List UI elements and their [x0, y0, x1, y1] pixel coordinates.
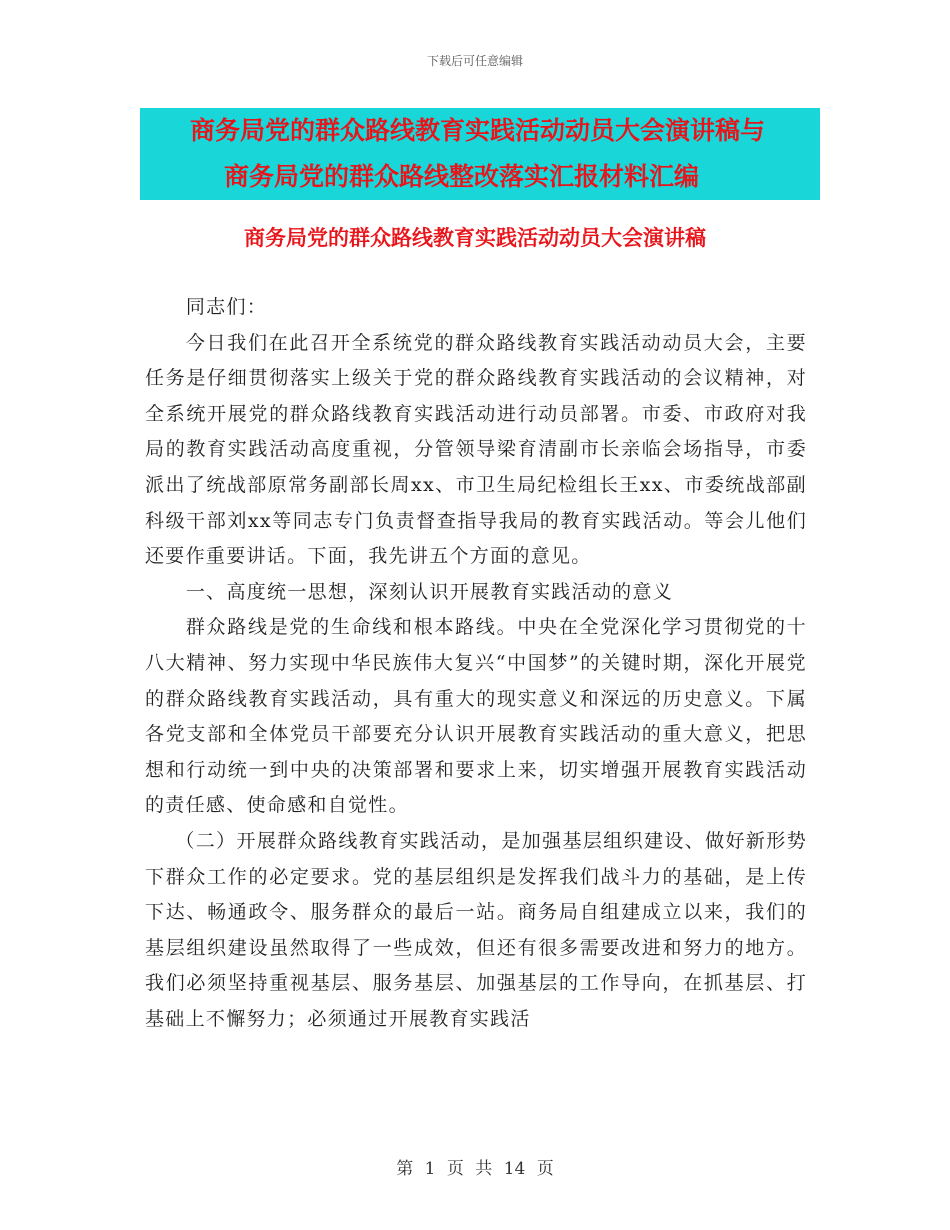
salutation-paragraph: 同志们：: [185, 296, 268, 318]
page-number-footer: 第 1 页 共 14 页: [396, 1159, 554, 1179]
body-paragraph: （二）开展群众路线教育实践活动，是加强基层组织建设、做好新形势下群众工作的必定要求。党的基层组织是发挥我们战斗力的基础，是上传下达、畅通政令、服务群众的最后一站。商务局自组建成立以来，我们的基层组织建设虽然取得了一些成效，但还有很多需要改进和努力的地方。我们必须坚持重视基层、服务基层、加强基层的工作导向，在抓基层、打基础上不懈努力；必须通过开展教育实践活: [145, 829, 807, 1030]
document-body: [145, 290, 807, 1037]
section-heading-paragraph: 一、高度统一思想，深刻认识开展教育实践活动的意义: [185, 580, 674, 603]
document-title-line1: 商务局党的群众路线教育实践活动动员大会演讲稿与: [190, 116, 766, 145]
page-header-note: 下载后可任意编辑: [426, 54, 523, 68]
section-title: 商务局党的群众路线教育实践活动动员大会演讲稿: [244, 226, 706, 250]
body-paragraph: 今日我们在此召开全系统党的群众路线教育实践活动动员大会，主要任务是仔细贯彻落实上级关于党的群众路线教育实践活动的会议精神，对全系统开展党的群众路线教育实践活动进行动员部署。市委、市政府对我局的教育实践活动高度重视，分管领导梁育清副市长亲临会场指导，市委派出了统战部原常务副部长周xx、市卫生局纪检组长王xx、市委统战部副科级干部刘xx等同志专门负责督查指导我局的教育实践活动。等会儿他们还要作重要讲话。下面，我先讲五个方面的意见。: [145, 331, 807, 568]
document-title: [140, 108, 820, 200]
body-paragraph: 群众路线是党的生命线和根本路线。中央在全党深化学习贯彻党的十八大精神、努力实现中华民族伟大复兴“中国梦”的关键时期，深化开展党的群众路线教育实践活动，具有重大的现实意义和深远的历史意义。下属各党支部和全体党员干部要充分认识开展教育实践活动的重大意义，把思想和行动统一到中央的决策部署和要求上来，切实增强开展教育实践活动的责任感、使命感和自觉性。: [145, 616, 807, 817]
document-title-line2: 商务局党的群众路线整改落实汇报材料汇编: [224, 162, 700, 191]
